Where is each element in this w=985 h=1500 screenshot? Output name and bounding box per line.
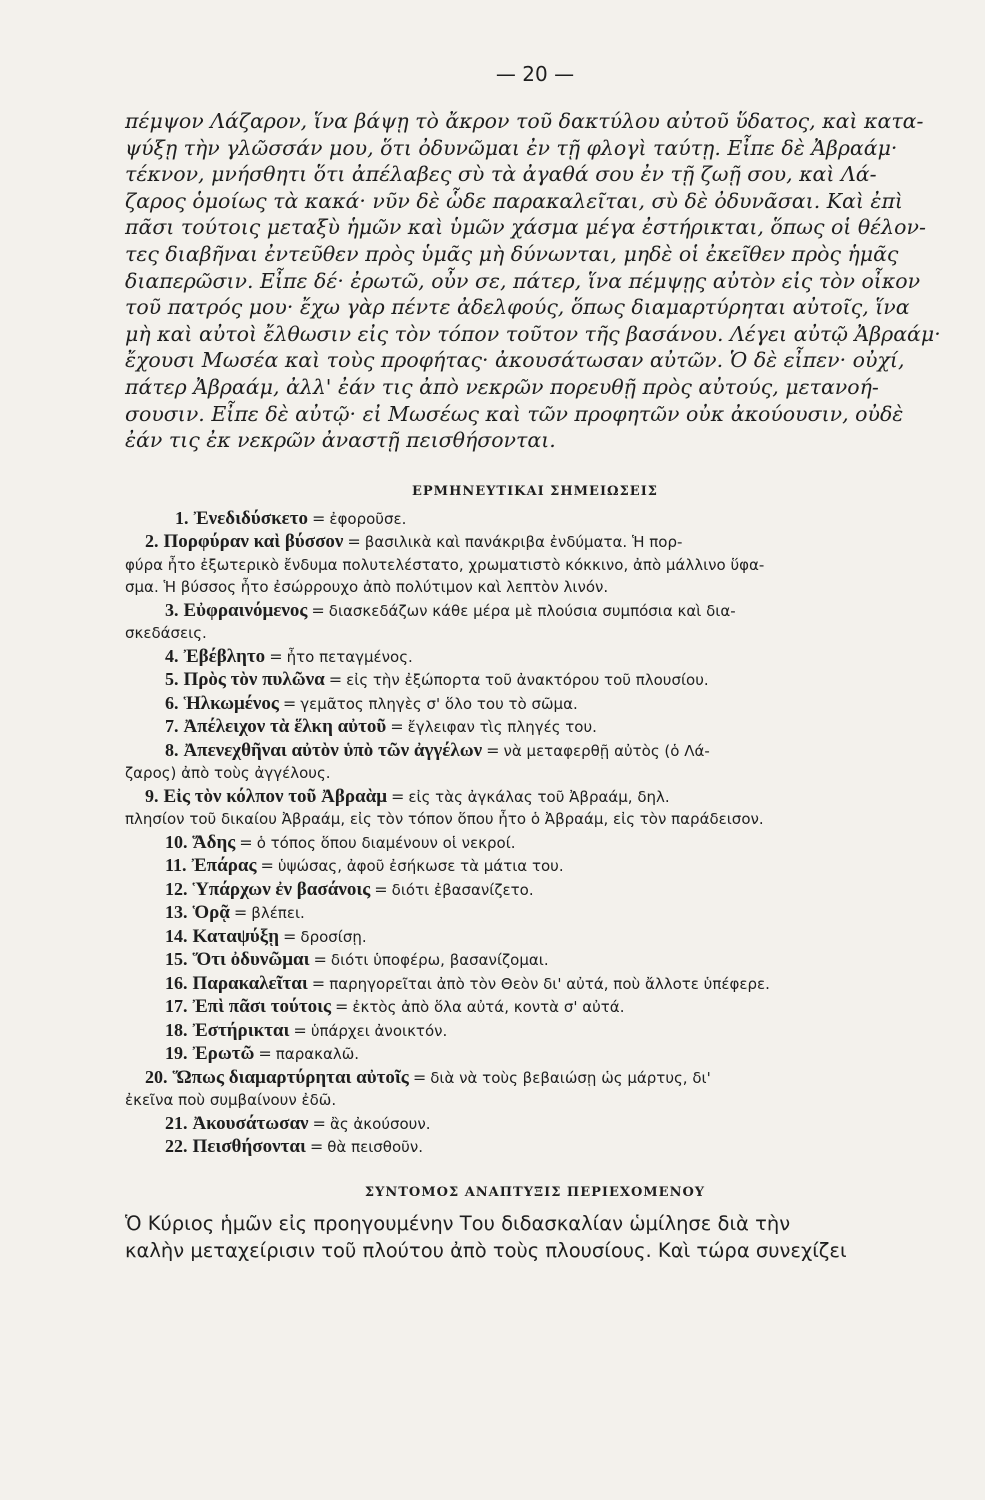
- note-definition: ἐφοροῦσε.: [329, 509, 407, 528]
- equals-sign: =: [312, 1113, 326, 1133]
- summary-heading: ΣΥΝΤΟΜΟΣ ΑΝΑΠΤΥΞΙΣ ΠΕΡΙΕΧΟΜΕΝΟΥ: [364, 1184, 706, 1200]
- note-term: Πρὸς τὸν πυλῶνα: [183, 669, 325, 691]
- equals-sign: =: [282, 693, 297, 713]
- note-item: [125, 972, 945, 996]
- note-number: 19.: [165, 1043, 188, 1064]
- note-term: Ἐνεδιδύσκετο: [193, 507, 309, 529]
- text-line: τες διαβῆναι ἐντεῦθεν πρὸς ὑμᾶς μὴ δύνωνται, μηδὲ οἱ ἐκεῖθεν πρὸς ἡμᾶς: [125, 241, 899, 266]
- note-continuation: [125, 762, 945, 785]
- summary-line: Ὁ Κύριος ἡμῶν εἰς προηγουμένην Του διδασκαλίαν ὡμίλησε διὰ τὴν: [125, 1211, 791, 1235]
- note-continuation: [125, 554, 945, 577]
- equals-sign: =: [347, 532, 361, 552]
- note-item: [125, 739, 945, 763]
- note-definition: ὑψώσας, ἀφοῦ ἐσήκωσε τὰ μάτια του.: [277, 857, 564, 876]
- note-term: Πεισθήσονται: [192, 1136, 306, 1158]
- note-definition: ὁ τόπος ὅπου διαμένουν οἱ νεκροί.: [256, 833, 516, 852]
- note-definition: παρακαλῶ.: [275, 1045, 360, 1064]
- equals-sign: =: [312, 508, 326, 528]
- note-term: Ἀπενεχθῆναι αὐτὸν ὑπὸ τῶν ἀγγέλων: [183, 739, 483, 761]
- note-term: Εὐφραινόμενος: [183, 599, 308, 621]
- note-item: [125, 1135, 945, 1159]
- note-number: 8.: [165, 739, 179, 760]
- note-number: 22.: [165, 1136, 188, 1157]
- equals-sign: =: [390, 717, 404, 737]
- note-item: [125, 530, 945, 554]
- note-item: [125, 1112, 945, 1136]
- note-term: Παρακαλεῖται: [192, 972, 308, 994]
- note-definition: διότι ἐβασανίζετο.: [391, 880, 534, 899]
- equals-sign: =: [258, 1044, 272, 1064]
- note-item: [125, 1019, 945, 1043]
- note-definition: ἦτο πεταγμένος.: [286, 647, 413, 666]
- note-number: 10.: [165, 831, 188, 852]
- note-term: Ἐρωτῶ: [192, 1043, 255, 1065]
- note-item: [125, 948, 945, 972]
- text-line: πάτερ Ἀβραάμ, ἀλλ' ἐάν τις ἀπὸ νεκρῶν πορευθῇ πρὸς αὐτούς, μετανοή-: [125, 374, 879, 399]
- note-number: 21.: [165, 1112, 188, 1133]
- note-definition: φύρα ἦτο ἐξωτερικὸ ἔνδυμα πολυτελέστατο, χρωματιστὸ κόκκινο, ἀπὸ μάλλινο ὕφα-: [125, 555, 765, 574]
- note-number: 6.: [165, 692, 179, 713]
- equals-sign: =: [283, 926, 297, 946]
- note-number: 11.: [165, 855, 187, 876]
- note-item: [125, 645, 945, 669]
- note-item: [125, 668, 945, 692]
- notes-heading: ΕΡΜΗΝΕΥΤΙΚΑΙ ΣΗΜΕΙΩΣΕΙΣ: [412, 483, 658, 499]
- note-number: 9.: [145, 785, 159, 806]
- equals-sign: =: [293, 1020, 307, 1040]
- note-term: Ὁρᾷ: [192, 902, 230, 924]
- note-number: 20.: [145, 1066, 168, 1087]
- equals-sign: =: [313, 950, 327, 970]
- note-item: [125, 878, 945, 902]
- note-term: Καταψύξῃ: [192, 925, 280, 947]
- note-item: [125, 831, 945, 855]
- note-term: Ἐβέβλητο: [183, 645, 266, 667]
- note-item: [125, 599, 945, 623]
- text-line: σουσιν. Εἶπε δὲ αὐτῷ· εἰ Μωσέως καὶ τῶν προφητῶν οὐκ ἀκούουσιν, οὐδὲ: [125, 401, 904, 426]
- equals-sign: =: [391, 786, 405, 806]
- note-definition: ἂς ἀκούσουν.: [329, 1114, 431, 1133]
- summary-line: καλὴν μεταχείρισιν τοῦ πλούτου ἀπὸ τοὺς πλουσίους. Καὶ τώρα συνεχίζει: [125, 1238, 847, 1262]
- text-line: διαπερῶσιν. Εἶπε δέ· ἐρωτῶ, οὖν σε, πάτερ, ἵνα πέμψῃς αὐτὸν εἰς τὸν οἶκον: [125, 268, 921, 293]
- equals-sign: =: [335, 997, 349, 1017]
- note-term: Ἀπέλειχον τὰ ἕλκη αὐτοῦ: [183, 716, 387, 738]
- main-text: [125, 108, 957, 454]
- notes-list: [125, 507, 945, 1159]
- note-definition: σμα. Ἡ βύσσος ἦτο ἐσώρρουχο ἀπὸ πολύτιμον καὶ λεπτὸν λινόν.: [125, 578, 609, 597]
- note-definition: βασιλικὰ καὶ πανάκριβα ἐνδύματα. Ἡ πορ-: [364, 533, 683, 552]
- note-term: Πορφύραν καὶ βύσσον: [163, 531, 344, 553]
- note-item: [125, 1042, 945, 1066]
- equals-sign: =: [309, 1137, 324, 1157]
- note-definition: γεμᾶτος πληγὲς σ' ὅλο του τὸ σῶμα.: [300, 694, 578, 713]
- note-definition: σκεδάσεις.: [125, 624, 207, 643]
- note-definition: διότι ὑποφέρω, βασανίζομαι.: [330, 951, 549, 970]
- text-line: πᾶσι τούτοις μεταξὺ ἡμῶν καὶ ὑμῶν χάσμα μέγα ἐστήρικται, ὅπως οἱ θέλον-: [125, 215, 926, 240]
- note-definition: πλησίον τοῦ δικαίου Ἀβραάμ, εἰς τὸν τόπον ὅπου ἦτο ὁ Ἀβραάμ, εἰς τὸν παράδεισον.: [125, 810, 764, 829]
- note-definition: ζαρος) ἀπὸ τοὺς ἀγγέλους.: [125, 764, 331, 783]
- note-definition: παρηγορεῖται ἀπὸ τὸν Θεὸν δι' αὐτά, ποὺ ἄλλοτε ὑπέφερε.: [329, 974, 770, 993]
- text-line: ἐάν τις ἐκ νεκρῶν ἀναστῇ πεισθήσονται.: [125, 428, 556, 453]
- note-term: Ὅτι ὀδυνῶμαι: [192, 949, 310, 971]
- equals-sign: =: [374, 879, 388, 899]
- note-term: Εἰς τὸν κόλπον τοῦ Ἀβραὰμ: [163, 785, 387, 807]
- equals-sign: =: [311, 600, 325, 620]
- note-item: [125, 854, 945, 878]
- text-line: τοῦ πατρός μου· ἔχω γὰρ πέντε ἀδελφούς, ὅπως διαμαρτύρηται αὐτοῖς, ἵνα: [125, 295, 910, 320]
- note-number: 16.: [165, 972, 188, 993]
- equals-sign: =: [260, 856, 274, 876]
- equals-sign: =: [311, 973, 326, 993]
- note-number: 15.: [165, 949, 188, 970]
- equals-sign: =: [412, 1067, 427, 1087]
- note-definition: εἰς τὰς ἀγκάλας τοῦ Ἀβραάμ, δηλ.: [408, 787, 670, 806]
- note-definition: διασκεδάζων κάθε μέρα μὲ πλούσια συμπόσια καὶ δια-: [328, 601, 736, 620]
- text-line: πέμψον Λάζαρον, ἵνα βάψῃ τὸ ἄκρον τοῦ δακτύλου αὐτοῦ ὕδατος, καὶ κατα-: [125, 109, 924, 133]
- text-line: τέκνον, μνήσθητι ὅτι ἀπέλαβες σὺ τὰ ἀγαθά σου ἐν τῇ ζωῇ σου, καὶ Λά-: [125, 162, 877, 187]
- note-definition: εἰς τὴν ἐξώπορτα τοῦ ἀνακτόρου τοῦ πλουσίου.: [346, 671, 709, 690]
- note-definition: νὰ μεταφερθῇ αὐτὸς (ὁ Λά-: [503, 741, 710, 760]
- note-definition: δροσίσῃ.: [300, 927, 367, 946]
- equals-sign: =: [328, 670, 343, 690]
- note-number: 2.: [145, 531, 159, 552]
- note-definition: βλέπει.: [251, 904, 305, 923]
- note-term: Ἐπὶ πᾶσι τούτοις: [192, 996, 331, 1018]
- note-definition: θὰ πεισθοῦν.: [327, 1138, 423, 1157]
- note-term: Ὥπως διαμαρτύρηται αὐτοῖς: [172, 1066, 409, 1088]
- note-number: 18.: [165, 1019, 188, 1040]
- note-number: 5.: [165, 669, 179, 690]
- text-line: μὴ καὶ αὐτοὶ ἔλθωσιν εἰς τὸν τόπον τοῦτον τῆς βασάνου. Λέγει αὐτῷ Ἀβραάμ·: [125, 321, 941, 346]
- text-line: ψύξῃ τὴν γλῶσσάν μου, ὅτι ὀδυνῶμαι ἐν τῇ φλογὶ ταύτῃ. Εἶπε δὲ Ἀβραάμ·: [125, 135, 898, 160]
- page-number: — 20 —: [495, 62, 575, 86]
- note-definition: ἐκτὸς ἀπὸ ὅλα αὐτά, κοντὰ σ' αὐτά.: [352, 998, 625, 1017]
- note-item: [125, 901, 945, 925]
- note-term: Ὑπάρχων ἐν βασάνοις: [192, 878, 371, 900]
- note-item: [125, 785, 945, 809]
- note-number: 12.: [165, 878, 188, 899]
- note-number: 17.: [165, 996, 188, 1017]
- note-definition: ἔγλειφαν τὶς πληγές του.: [407, 718, 597, 737]
- note-term: Ἐπάρας: [191, 855, 257, 877]
- note-continuation: [125, 1089, 945, 1112]
- note-item: [125, 925, 945, 949]
- note-continuation: [125, 622, 945, 645]
- summary-text: [125, 1210, 945, 1264]
- note-term: Ἡλκωμένος: [183, 692, 279, 714]
- text-line: ζαρος ὁμοίως τὰ κακά· νῦν δὲ ὧδε παρακαλεῖται, σὺ δὲ ὀδυνᾶσαι. Καὶ ἐπὶ: [125, 188, 903, 213]
- note-number: 13.: [165, 902, 188, 923]
- note-continuation: [125, 808, 945, 831]
- equals-sign: =: [233, 903, 248, 923]
- note-item: [125, 1066, 945, 1090]
- note-definition: διὰ νὰ τοὺς βεβαιώσῃ ὡς μάρτυς, δι': [430, 1068, 711, 1087]
- note-item: [125, 507, 945, 531]
- note-term: Ἐστήρικται: [192, 1019, 290, 1041]
- note-number: 1.: [175, 507, 189, 528]
- note-term: Ἅδης: [192, 831, 236, 853]
- note-item: [125, 692, 945, 716]
- note-continuation: [125, 576, 945, 599]
- text-line: ἔχουσι Μωσέα καὶ τοὺς προφήτας· ἀκουσάτωσαν αὐτῶν. Ὁ δὲ εἶπεν· οὐχί,: [125, 348, 905, 373]
- equals-sign: =: [486, 740, 500, 760]
- equals-sign: =: [269, 646, 283, 666]
- note-item: [125, 715, 945, 739]
- note-definition: ἐκεῖνα ποὺ συμβαίνουν ἐδῶ.: [125, 1091, 337, 1110]
- note-item: [125, 995, 945, 1019]
- note-number: 3.: [165, 599, 179, 620]
- note-number: 4.: [165, 645, 179, 666]
- note-definition: ὑπάρχει ἀνοικτόν.: [310, 1021, 448, 1040]
- note-term: Ἀκουσάτωσαν: [192, 1112, 309, 1134]
- equals-sign: =: [239, 832, 253, 852]
- note-number: 7.: [165, 716, 179, 737]
- note-number: 14.: [165, 925, 188, 946]
